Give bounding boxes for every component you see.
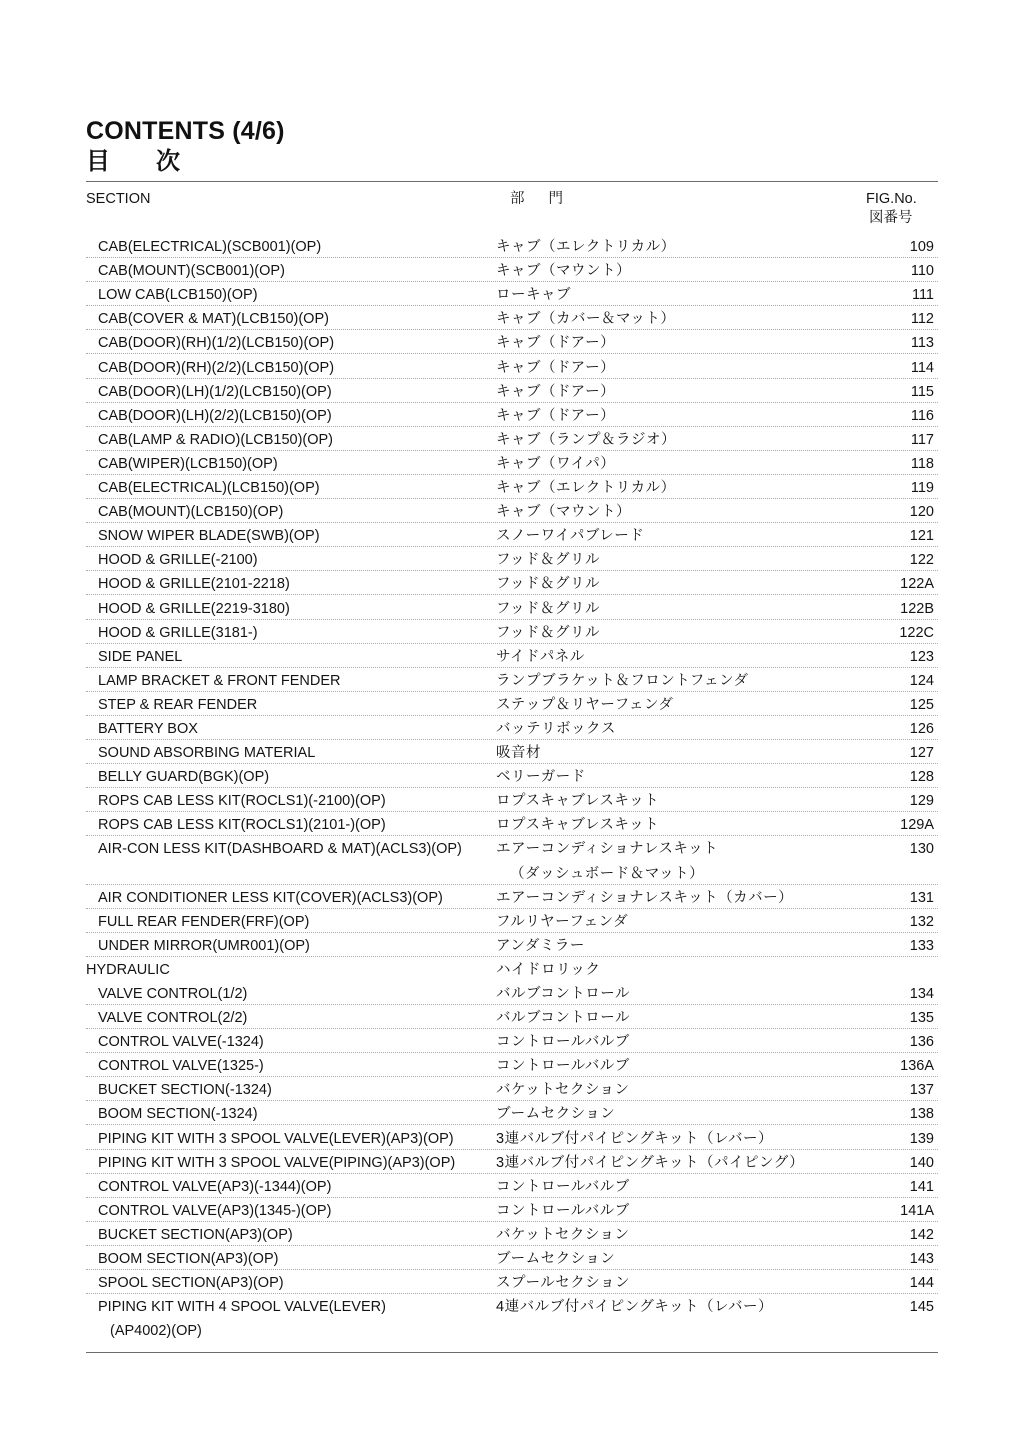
table-row[interactable]: [86, 1007, 938, 1031]
dotted-leader: [86, 932, 938, 933]
section-name-english: FULL REAR FENDER(FRF)(OP): [98, 914, 313, 931]
table-row[interactable]: [86, 1152, 938, 1176]
fig-number: 141A: [864, 1203, 934, 1220]
dotted-leader: [86, 522, 938, 523]
dotted-leader: [86, 570, 938, 571]
column-header-fig-no-english: FIG.No.: [866, 191, 917, 207]
fig-number: 122C: [864, 625, 934, 642]
section-name-english: BUCKET SECTION(-1324): [98, 1082, 276, 1099]
dotted-leader: [86, 378, 938, 379]
section-name-japanese: キャブ（カバー＆マット）: [496, 311, 679, 328]
dotted-leader: [86, 305, 938, 306]
table-row[interactable]: [86, 1103, 938, 1127]
fig-number: 122A: [864, 576, 934, 593]
dotted-leader: [86, 329, 938, 330]
section-name-english: SIDE PANEL: [98, 649, 186, 666]
table-row[interactable]: [86, 718, 938, 742]
section-name-japanese: 3連バルブ付パイピングキット（パイピング）: [496, 1155, 808, 1172]
table-row[interactable]: [86, 332, 938, 356]
dotted-leader: [86, 1293, 938, 1294]
column-header-jp-char-2: 門: [548, 191, 563, 207]
table-row[interactable]: [86, 573, 938, 597]
section-name-english: HYDRAULIC: [86, 962, 174, 979]
fig-number: 113: [864, 335, 934, 352]
section-name-english: (AP4002)(OP): [110, 1323, 206, 1340]
table-row[interactable]: [86, 1296, 938, 1320]
column-header-fig-no-japanese: 図番号: [869, 210, 913, 226]
page-title: [86, 116, 285, 177]
section-name-japanese: バケットセクション: [496, 1082, 634, 1099]
section-name-japanese: フルリヤーフェンダ: [496, 914, 632, 931]
table-row[interactable]: [86, 742, 938, 766]
section-name-english: CONTROL VALVE(-1324): [98, 1034, 268, 1051]
section-name-japanese: バケットセクション: [496, 1227, 634, 1244]
fig-number: 141: [864, 1179, 934, 1196]
dotted-leader: [86, 1076, 938, 1077]
table-row[interactable]: [86, 694, 938, 718]
section-name-japanese: スノーワイパブレード: [496, 528, 648, 545]
table-row[interactable]: [86, 549, 938, 573]
fig-number: 126: [864, 721, 934, 738]
dotted-leader: [86, 594, 938, 595]
section-name-english: BELLY GUARD(BGK)(OP): [98, 769, 273, 786]
section-name-japanese: キャブ（エレクトリカル）: [496, 239, 680, 256]
fig-number: 132: [864, 914, 934, 931]
table-row[interactable]: [86, 501, 938, 525]
table-row[interactable]: [86, 838, 938, 862]
section-name-english: HOOD & GRILLE(-2100): [98, 552, 262, 569]
section-name-english: VALVE CONTROL(2/2): [98, 1010, 251, 1027]
dotted-leader: [86, 281, 938, 282]
dotted-leader: [86, 691, 938, 692]
fig-number: 123: [864, 649, 934, 666]
fig-number: 140: [864, 1155, 934, 1172]
table-row[interactable]: [86, 429, 938, 453]
fig-number: 122: [864, 552, 934, 569]
dotted-leader: [86, 1028, 938, 1029]
table-row[interactable]: [86, 1200, 938, 1224]
section-name-japanese: フッド＆グリル: [496, 601, 604, 618]
fig-number: 142: [864, 1227, 934, 1244]
section-name-japanese: バッテリボックス: [496, 721, 620, 738]
table-row[interactable]: [86, 453, 938, 477]
dotted-leader: [86, 1221, 938, 1222]
fig-number: 129: [864, 793, 934, 810]
section-name-english: BUCKET SECTION(AP3)(OP): [98, 1227, 297, 1244]
table-row[interactable]: [86, 356, 938, 380]
section-name-japanese: コントロールバルブ: [496, 1034, 634, 1051]
section-name-english: CAB(DOOR)(LH)(1/2)(LCB150)(OP): [98, 384, 336, 401]
section-name-english: AIR-CON LESS KIT(DASHBOARD & MAT)(ACLS3)(OP): [98, 841, 466, 858]
dotted-leader: [86, 1149, 938, 1150]
column-header-section-japanese: [510, 190, 563, 209]
table-row[interactable]: [86, 983, 938, 1007]
section-name-japanese: キャブ（ドアー）: [496, 335, 619, 352]
section-name-japanese: 吸音材: [496, 745, 545, 762]
dotted-leader: [86, 956, 938, 957]
dotted-leader: [86, 1197, 938, 1198]
section-name-japanese: ブームセクション: [496, 1106, 619, 1123]
table-row[interactable]: [86, 477, 938, 501]
fig-number: 111: [864, 287, 934, 304]
fig-number: 110: [864, 263, 934, 280]
fig-number: 117: [864, 432, 934, 449]
section-name-english: UNDER MIRROR(UMR001)(OP): [98, 938, 314, 955]
fig-number: 133: [864, 938, 934, 955]
section-name-english: SOUND ABSORBING MATERIAL: [98, 745, 319, 762]
section-name-english: CAB(ELECTRICAL)(LCB150)(OP): [98, 480, 324, 497]
fig-number: 136A: [864, 1058, 934, 1075]
dotted-leader: [86, 353, 938, 354]
section-name-english: VALVE CONTROL(1/2): [98, 986, 251, 1003]
footer-bottom-rule: [86, 1352, 938, 1353]
fig-number: 121: [864, 528, 934, 545]
fig-number: 116: [864, 408, 934, 425]
table-row[interactable]: [86, 260, 938, 284]
dotted-leader: [86, 498, 938, 499]
fig-number: 145: [864, 1299, 934, 1316]
table-row[interactable]: [86, 959, 938, 983]
table-row[interactable]: [86, 1176, 938, 1200]
table-row[interactable]: [86, 1079, 938, 1103]
dotted-leader: [86, 1124, 938, 1125]
section-name-japanese: ランプブラケット＆フロントフェンダ: [496, 673, 753, 690]
dotted-leader: [86, 643, 938, 644]
table-row[interactable]: [86, 814, 938, 838]
section-name-english: LOW CAB(LCB150)(OP): [98, 287, 262, 304]
section-name-japanese: キャブ（ワイパ）: [496, 456, 619, 473]
fig-number: 139: [864, 1131, 934, 1148]
section-name-english: PIPING KIT WITH 3 SPOOL VALVE(LEVER)(AP3)(OP): [98, 1131, 458, 1148]
dotted-leader: [86, 811, 938, 812]
section-name-english: SPOOL SECTION(AP3)(OP): [98, 1275, 288, 1292]
section-name-english: CAB(WIPER)(LCB150)(OP): [98, 456, 282, 473]
section-name-english: STEP & REAR FENDER: [98, 697, 261, 714]
section-name-japanese: キャブ（マウント）: [496, 504, 635, 521]
fig-number: 136: [864, 1034, 934, 1051]
section-name-japanese: エアーコンディショナレスキット（カバー）: [496, 890, 797, 907]
table-row[interactable]: [86, 1055, 938, 1079]
section-name-japanese: ベリーガード: [496, 769, 590, 786]
section-name-japanese: エアーコンディショナレスキット: [496, 841, 722, 858]
section-name-japanese: サイドパネル: [496, 649, 589, 666]
dotted-leader: [86, 787, 938, 788]
dotted-leader: [86, 908, 938, 909]
table-row[interactable]: [86, 308, 938, 332]
dotted-leader: [86, 619, 938, 620]
section-name-japanese: コントロールバルブ: [496, 1058, 634, 1075]
table-row[interactable]: [86, 911, 938, 935]
fig-number: 134: [864, 986, 934, 1003]
section-name-japanese: コントロールバルブ: [496, 1203, 634, 1220]
section-name-japanese: コントロールバルブ: [496, 1179, 634, 1196]
fig-number: 131: [864, 890, 934, 907]
section-name-japanese: スプールセクション: [496, 1275, 634, 1292]
table-row[interactable]: [86, 622, 938, 646]
section-name-english: CONTROL VALVE(1325-): [98, 1058, 268, 1075]
section-name-english: CAB(DOOR)(RH)(2/2)(LCB150)(OP): [98, 360, 338, 377]
dotted-leader: [86, 1245, 938, 1246]
dotted-leader: [86, 474, 938, 475]
section-name-english: LAMP BRACKET & FRONT FENDER: [98, 673, 345, 690]
section-name-japanese: フッド＆グリル: [496, 576, 604, 593]
fig-number: 128: [864, 769, 934, 786]
fig-number: 135: [864, 1010, 934, 1027]
section-name-english: HOOD & GRILLE(2101-2218): [98, 576, 294, 593]
fig-number: 115: [864, 384, 934, 401]
section-name-japanese: キャブ（ランプ＆ラジオ）: [496, 432, 680, 449]
table-row[interactable]: [86, 597, 938, 621]
fig-number: 137: [864, 1082, 934, 1099]
section-name-english: CAB(MOUNT)(LCB150)(OP): [98, 504, 287, 521]
dotted-leader: [86, 1052, 938, 1053]
section-name-japanese: ロプスキャブレスキット: [496, 793, 663, 810]
dotted-leader: [86, 402, 938, 403]
dotted-leader: [86, 546, 938, 547]
table-row[interactable]: [86, 381, 938, 405]
fig-number: 124: [864, 673, 934, 690]
fig-number: 138: [864, 1106, 934, 1123]
dotted-leader: [86, 1269, 938, 1270]
fig-number: 122B: [864, 601, 934, 618]
title-jp-char-2: 次: [156, 148, 180, 175]
section-name-japanese: キャブ（ドアー）: [496, 360, 619, 377]
table-row[interactable]: [86, 284, 938, 308]
section-name-japanese: ブームセクション: [496, 1251, 619, 1268]
table-row[interactable]: [86, 405, 938, 429]
section-name-japanese: フッド＆グリル: [496, 625, 604, 642]
section-name-english: PIPING KIT WITH 4 SPOOL VALVE(LEVER): [98, 1299, 390, 1316]
section-name-english: BOOM SECTION(AP3)(OP): [98, 1251, 282, 1268]
section-name-english: CAB(ELECTRICAL)(SCB001)(OP): [98, 239, 325, 256]
dotted-leader: [86, 739, 938, 740]
title-jp-char-1: 目: [86, 148, 110, 175]
table-row[interactable]: [86, 790, 938, 814]
table-row[interactable]: [86, 1248, 938, 1272]
table-row[interactable]: [86, 1272, 938, 1296]
dotted-leader: [86, 426, 938, 427]
fig-number: 120: [864, 504, 934, 521]
table-row[interactable]: [86, 646, 938, 670]
section-name-japanese: ステップ＆リヤーフェンダ: [496, 697, 677, 714]
header-top-rule: [86, 181, 938, 182]
section-name-japanese: キャブ（ドアー）: [496, 384, 619, 401]
fig-number: 125: [864, 697, 934, 714]
section-name-english: CAB(DOOR)(LH)(2/2)(LCB150)(OP): [98, 408, 336, 425]
section-name-japanese: ハイドロリック: [496, 962, 604, 979]
dotted-leader: [86, 1004, 938, 1005]
table-row[interactable]: [86, 766, 938, 790]
dotted-leader: [86, 450, 938, 451]
fig-number: 143: [864, 1251, 934, 1268]
section-name-english: PIPING KIT WITH 3 SPOOL VALVE(PIPING)(AP3)(OP): [98, 1155, 459, 1172]
table-row[interactable]: [86, 236, 938, 260]
section-name-english: BOOM SECTION(-1324): [98, 1106, 262, 1123]
table-row[interactable]: [86, 670, 938, 694]
table-row[interactable]: [86, 935, 938, 959]
section-name-japanese: ロプスキャブレスキット: [496, 817, 663, 834]
fig-number: 114: [864, 360, 934, 377]
section-name-english: SNOW WIPER BLADE(SWB)(OP): [98, 528, 324, 545]
section-name-english: CAB(MOUNT)(SCB001)(OP): [98, 263, 289, 280]
section-name-english: ROPS CAB LESS KIT(ROCLS1)(2101-)(OP): [98, 817, 390, 834]
table-row[interactable]: [86, 1031, 938, 1055]
table-row[interactable]: [86, 525, 938, 549]
section-name-japanese: フッド＆グリル: [496, 552, 604, 569]
dotted-leader: [86, 835, 938, 836]
dotted-leader: [86, 715, 938, 716]
section-name-japanese: アンダミラー: [496, 938, 589, 955]
fig-number: 127: [864, 745, 934, 762]
dotted-leader: [86, 1100, 938, 1101]
dotted-leader: [86, 884, 938, 885]
dotted-leader: [86, 667, 938, 668]
section-name-english: AIR CONDITIONER LESS KIT(COVER)(ACLS3)(OP): [98, 890, 447, 907]
column-header-section: SECTION: [86, 191, 151, 207]
table-row[interactable]: [86, 887, 938, 911]
dotted-leader: [86, 763, 938, 764]
section-name-japanese: 3連バルブ付パイピングキット（レバー）: [496, 1131, 777, 1148]
section-name-english: CAB(COVER & MAT)(LCB150)(OP): [98, 311, 333, 328]
section-name-japanese: （ダッシュボード＆マット）: [510, 866, 708, 883]
section-name-japanese: 4連バルブ付パイピングキット（レバー）: [496, 1299, 777, 1316]
fig-number: 130: [864, 841, 934, 858]
section-name-english: HOOD & GRILLE(3181-): [98, 625, 262, 642]
page-title-japanese: [86, 147, 285, 177]
section-name-english: CAB(LAMP & RADIO)(LCB150)(OP): [98, 432, 337, 449]
fig-number: 119: [864, 480, 934, 497]
dotted-leader: [86, 1173, 938, 1174]
section-name-japanese: キャブ（エレクトリカル）: [496, 480, 680, 497]
section-name-english: ROPS CAB LESS KIT(ROCLS1)(-2100)(OP): [98, 793, 390, 810]
dotted-leader: [86, 257, 938, 258]
section-name-english: CONTROL VALVE(AP3)(1345-)(OP): [98, 1203, 335, 1220]
section-name-japanese: キャブ（ドアー）: [496, 408, 619, 425]
section-name-japanese: バルブコントロール: [496, 1010, 634, 1027]
fig-number: 109: [864, 239, 934, 256]
fig-number: 112: [864, 311, 934, 328]
column-header-jp-char-1: 部: [510, 191, 525, 207]
table-row[interactable]: [86, 1127, 938, 1151]
section-name-english: CONTROL VALVE(AP3)(-1344)(OP): [98, 1179, 335, 1196]
contents-table: [86, 236, 938, 1344]
section-name-japanese: キャブ（マウント）: [496, 263, 635, 280]
table-row[interactable]: [86, 862, 938, 886]
section-name-japanese: ローキャブ: [496, 287, 575, 304]
column-header-fig-no: [866, 190, 917, 228]
fig-number: 144: [864, 1275, 934, 1292]
section-name-english: CAB(DOOR)(RH)(1/2)(LCB150)(OP): [98, 335, 338, 352]
table-row[interactable]: [86, 1320, 938, 1344]
section-name-japanese: バルブコントロール: [496, 986, 634, 1003]
section-name-english: HOOD & GRILLE(2219-3180): [98, 601, 294, 618]
section-name-english: BATTERY BOX: [98, 721, 202, 738]
fig-number: 129A: [864, 817, 934, 834]
page-title-english: CONTENTS (4/6): [86, 117, 285, 145]
fig-number: 118: [864, 456, 934, 473]
table-row[interactable]: [86, 1224, 938, 1248]
